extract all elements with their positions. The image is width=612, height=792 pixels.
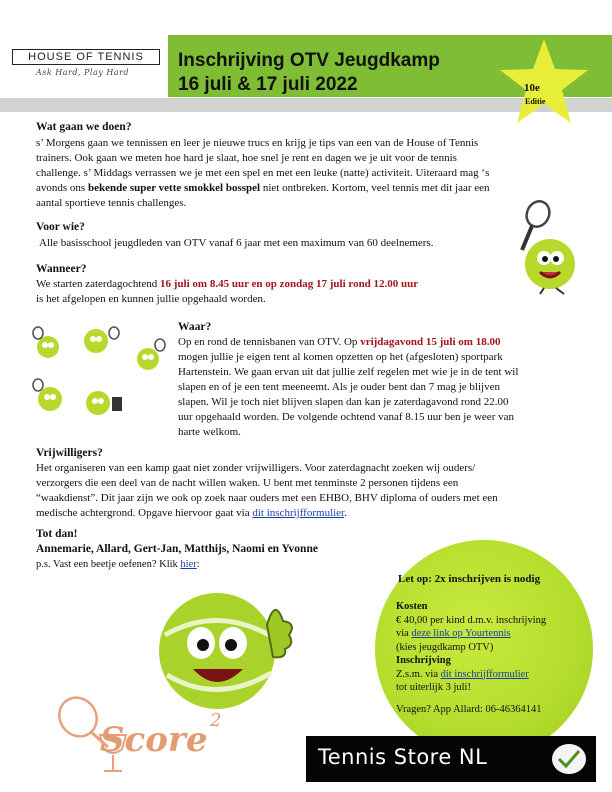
wanneer-text: We starten zaterdagochtend: [36, 278, 161, 290]
wanneer-line: is het afgelopen en kunnen jullie opgehaald worden.: [36, 293, 266, 305]
tennis-ball-mascots-illustration: [30, 325, 170, 425]
kosten-line: (kies jeugdkamp OTV): [396, 641, 494, 653]
organizer-names: Annemarie, Allard, Gert-Jan, Matthijs, Naomi en Yvonne: [36, 543, 318, 555]
page-subtitle-dates: 16 juli & 17 juli 2022: [178, 74, 358, 95]
heading-vrijwilligers: Vrijwilligers?: [36, 447, 103, 459]
section-waar: [178, 335, 598, 440]
logo-title: HOUSE OF TENNIS: [12, 49, 160, 65]
kosten-line: € 40,00 per kind d.m.v. inschrijving: [396, 614, 547, 626]
section-vrijwilligers: [36, 461, 602, 521]
inschrijving-line: tot uiterlijk 3 juli!: [396, 682, 471, 693]
edition-number: 10e: [524, 82, 540, 94]
heading-wat: Wat gaan we doen?: [36, 121, 132, 133]
wat-text: avonds ons: [36, 182, 88, 194]
voor-wie-text: Alle basisschool jeugdleden van OTV vanaf 6 jaar met een maximum van 60 deelnemers.: [39, 237, 434, 249]
ps-line: [36, 557, 200, 572]
tennis-store-name: Tennis Store NL: [318, 745, 488, 769]
section-wat: [36, 136, 596, 211]
tennis-ball-mascot-icon: [520, 236, 582, 296]
logo-tagline: Ask Hard, Play Hard: [36, 68, 130, 77]
page-title: Inschrijving OTV Jeugdkamp: [178, 50, 440, 71]
waar-line: [178, 335, 598, 350]
section-wanneer: [36, 277, 418, 307]
circle-details: [396, 600, 546, 695]
waar-line: Hartenstein. We gaan ervan uit dat jullie zelf regelen met wie je in de tent wil: [178, 366, 519, 378]
score-superscript: 2: [210, 710, 222, 731]
circle-inschrijfformulier-link[interactable]: dit inschrijfformulier: [440, 668, 529, 680]
vrijwilligers-line: Het organiseren van een kamp gaat niet zonder vrijwilligers. Voor zaterdagnacht zoeken wij ouders/: [36, 462, 476, 474]
kosten-text: via: [396, 628, 412, 639]
waar-line: mogen jullie je eigen tent al komen opzetten op het (afgesloten) sportpark: [178, 351, 503, 363]
score-wordmark: Score: [100, 720, 208, 760]
waar-text: Op en rond de tennisbanen van OTV. Op: [178, 336, 361, 348]
kosten-heading: Kosten: [396, 601, 428, 612]
vrijwilligers-text: .: [344, 507, 347, 519]
yourtennis-link[interactable]: deze link op Yourtennis: [411, 628, 511, 639]
inschrijfformulier-link[interactable]: dit inschrijfformulier: [252, 507, 345, 519]
wanneer-line: [36, 277, 418, 292]
waar-line: uur opgehaald worden. De volgende ochtend vanaf 8.15 uur ben je weer van: [178, 411, 514, 423]
wat-line: aantal sportieve tennis challenges.: [36, 197, 187, 209]
vrijwilligers-line: [36, 506, 602, 521]
heading-voor-wie: Voor wie?: [36, 221, 85, 233]
vrijwilligers-line: verzorgers die een deel van de nacht willen waken. U bent met tenminste 2 personen tijdens een: [36, 477, 459, 489]
wat-line: s’ Morgens gaan we tennissen en leer je nieuwe trucs en krijg je tips van een van de House of Tennis: [36, 137, 479, 149]
ps-text: p.s. Vast een beetje oefenen? Klik: [36, 559, 181, 570]
checkmark-icon: [556, 748, 582, 770]
wanneer-dates: 16 juli om 8.45 uur en op zondag 17 juli rond 12.00 uur: [160, 278, 419, 290]
vrijwilligers-text: medische achtergrond. Opgave hiervoor gaat via: [36, 507, 253, 519]
wat-text: niet ontbreken. Kortom, veel tennis met dit jaar een: [260, 182, 490, 194]
edition-star-icon: [498, 37, 590, 125]
wat-line: [36, 181, 596, 196]
waar-line: slapen en of je een tent meeneemt. Als je ouder bent dan 7 mag je blijven: [178, 381, 500, 393]
waar-line: harte welkom.: [178, 426, 241, 438]
inschrijving-heading: Inschrijving: [396, 655, 451, 666]
heading-waar: Waar?: [178, 321, 212, 333]
wat-line: trainers. Ook gaan we meten hoe hard je slaat, hoe snel je rent en dagen we je uit voor de tennis: [36, 152, 457, 164]
ps-text: :: [196, 559, 200, 570]
heading-tot-dan: Tot dan!: [36, 528, 78, 540]
inschrijving-text: Z.s.m. via: [396, 668, 441, 680]
wat-highlight: bekende super vette smokkel bosspel: [87, 182, 261, 194]
waar-date: vrijdagavond 15 juli om 18.00: [360, 336, 501, 348]
vrijwilligers-line: “waakdienst”. Dit jaar zijn we ook op zoek naar ouders met een EHBO, BHV diploma of ouders met een: [36, 492, 498, 504]
edition-label: Editie: [525, 97, 546, 106]
circle-note: Let op: 2x inschrijven is nodig: [398, 573, 541, 585]
waar-line: slapen. Wil je toch niet blijven slapen dan kan je zaterdagavond rond 22.00: [178, 396, 509, 408]
kosten-line: [396, 627, 546, 641]
wat-line: challenge. s’ Middags verrassen we je met een spel en met een leuke (natte) activiteit. Uiteraard mag ‘s: [36, 167, 490, 179]
inschrijving-line: [396, 668, 546, 682]
heading-wanneer: Wanneer?: [36, 263, 87, 275]
hier-link[interactable]: hier: [180, 559, 197, 570]
contact-line: Vragen? App Allard: 06-46364141: [396, 704, 542, 715]
